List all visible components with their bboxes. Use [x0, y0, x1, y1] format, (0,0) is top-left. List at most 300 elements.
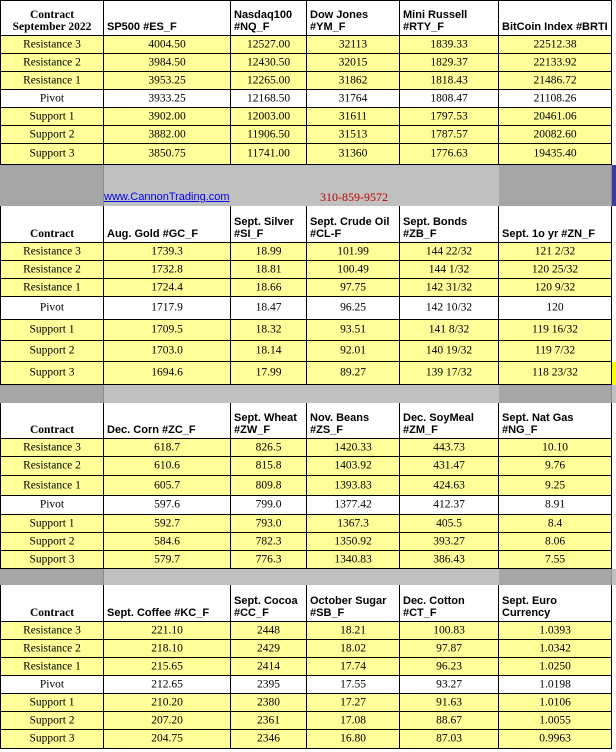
value-cell: [231, 279, 307, 297]
row-label-text: Pivot: [39, 498, 65, 511]
contract-header: [0, 0, 104, 36]
value-cell: [499, 279, 612, 297]
value-text: 204.75: [151, 732, 183, 745]
value-cell: [231, 362, 307, 385]
value-cell: [231, 496, 307, 515]
value-text: 31360: [338, 147, 368, 160]
value-text: 424.63: [433, 478, 465, 491]
column-header-line: Sept. Coffee #KC_F: [107, 607, 210, 619]
value-cell: [231, 90, 307, 108]
value-text: 1420.33: [334, 440, 372, 453]
value-text: 12430.50: [246, 55, 291, 68]
value-text: 1.0342: [539, 641, 571, 654]
value-text: 1717.9: [151, 301, 183, 314]
row-label: [0, 362, 104, 385]
value-text: 18.66: [255, 280, 282, 293]
value-cell: [400, 341, 499, 362]
row-label: [0, 658, 104, 676]
row-label: [0, 622, 104, 640]
column-header-line: #ZB_F: [403, 228, 437, 240]
contract-header: [0, 403, 104, 439]
column-header-line: Sept. 1o yr #ZN_F: [502, 228, 595, 240]
value-text: 31611: [338, 109, 368, 122]
value-text: 12168.50: [246, 91, 291, 104]
value-cell: [104, 533, 231, 551]
value-text: 776.3: [255, 552, 282, 565]
value-text: 1.0055: [539, 713, 571, 726]
value-text: 19435.40: [533, 147, 577, 160]
value-cell: [499, 90, 612, 108]
value-text: 120 25/32: [531, 262, 579, 275]
value-cell: [400, 72, 499, 90]
table-row-support-1: [0, 108, 616, 126]
value-text: 12003.00: [246, 109, 291, 122]
value-text: 17.99: [255, 366, 282, 379]
value-cell: [104, 243, 231, 261]
contract-header-line: Contract: [29, 228, 75, 240]
value-text: 2346: [257, 732, 280, 745]
value-cell: [104, 320, 231, 341]
value-text: 8.91: [544, 498, 566, 511]
value-text: 141 8/32: [428, 323, 470, 336]
row-label: [0, 54, 104, 72]
section-separator: [0, 385, 616, 403]
phone-number: 310-859-9572: [320, 190, 388, 204]
value-cell: [104, 622, 231, 640]
value-cell: [499, 496, 612, 515]
value-text: 405.5: [436, 516, 462, 529]
value-text: 3850.75: [148, 147, 186, 160]
column-header-line: Dec. Cotton: [403, 595, 465, 607]
value-text: 87.03: [436, 732, 462, 745]
value-cell: [307, 730, 400, 749]
value-cell: [499, 54, 612, 72]
value-cell: [307, 362, 400, 385]
value-text: 92.01: [340, 344, 366, 357]
value-cell: [104, 496, 231, 515]
column-header-line: Sept. Crude Oil: [310, 216, 390, 228]
value-text: 2448: [257, 623, 280, 636]
table-row-resistance-2: [0, 54, 616, 72]
value-cell: [231, 457, 307, 476]
column-header-line: Mini Russell: [403, 9, 468, 21]
separator-shade: [0, 569, 104, 585]
value-text: 89.27: [340, 366, 366, 379]
value-cell: [400, 694, 499, 712]
value-cell: [231, 712, 307, 730]
row-label-text: Support 2: [29, 534, 75, 547]
edge-marker: [612, 165, 616, 206]
row-label: [0, 261, 104, 279]
value-cell: [231, 261, 307, 279]
value-cell: [104, 476, 231, 496]
column-header-line: Sept. Cocoa: [234, 595, 298, 607]
value-cell: [400, 496, 499, 515]
value-cell: [499, 297, 612, 320]
table-4-header-row: [0, 585, 616, 622]
value-cell: [499, 622, 612, 640]
value-cell: [499, 694, 612, 712]
row-label-text: Resistance 1: [23, 478, 81, 491]
value-text: 443.73: [433, 440, 465, 453]
row-label: [0, 144, 104, 165]
value-text: 31513: [338, 127, 368, 140]
value-cell: [400, 320, 499, 341]
column-header: [231, 206, 307, 243]
value-text: 12265.00: [246, 73, 291, 86]
row-label-text: Pivot: [39, 91, 65, 104]
value-text: 100.49: [337, 262, 369, 275]
contract-header-line: Contract: [29, 9, 75, 21]
value-cell: [231, 126, 307, 144]
column-header: [104, 0, 231, 36]
table-row-resistance-3: [0, 243, 616, 261]
row-label: [0, 108, 104, 126]
value-cell: [400, 551, 499, 569]
value-cell: [307, 551, 400, 569]
table-row-resistance-2: [0, 457, 616, 476]
value-cell: [231, 730, 307, 749]
value-text: 18.14: [255, 344, 282, 357]
value-text: 584.6: [154, 534, 180, 547]
column-header-line: Sept. Nat Gas: [502, 412, 574, 424]
row-label-text: Resistance 3: [23, 440, 81, 453]
value-cell: [307, 108, 400, 126]
value-text: 412.37: [433, 498, 465, 511]
value-cell: [499, 341, 612, 362]
value-text: 121 2/32: [534, 244, 576, 257]
value-text: 1.0250: [539, 659, 571, 672]
row-label-text: Pivot: [39, 301, 65, 314]
value-text: 1.0106: [539, 695, 571, 708]
value-cell: [400, 108, 499, 126]
column-header-line: #NQ_F: [234, 21, 270, 33]
table-1-header-row: [0, 0, 616, 36]
table-row-pivot: [0, 297, 616, 320]
value-cell: [104, 90, 231, 108]
value-cell: [400, 362, 499, 385]
row-label: [0, 712, 104, 730]
row-label-text: Support 3: [29, 732, 75, 745]
table-row-resistance-1: [0, 72, 616, 90]
column-header: [307, 206, 400, 243]
value-cell: [231, 320, 307, 341]
column-header: [499, 403, 612, 439]
value-cell: [307, 261, 400, 279]
value-text: 1787.57: [430, 127, 468, 140]
value-cell: [231, 108, 307, 126]
value-cell: [231, 72, 307, 90]
row-label-text: Resistance 2: [23, 262, 81, 275]
value-text: 9.25: [544, 478, 566, 491]
row-label: [0, 533, 104, 551]
row-label-text: Support 1: [29, 695, 75, 708]
value-text: 1829.37: [430, 55, 468, 68]
contract-header-line: Contract: [29, 607, 75, 619]
value-cell: [104, 144, 231, 165]
table-row-resistance-1: [0, 279, 616, 297]
value-cell: [400, 243, 499, 261]
value-cell: [307, 279, 400, 297]
value-text: 212.65: [151, 677, 183, 690]
column-header: [400, 403, 499, 439]
value-text: 2414: [257, 659, 280, 672]
value-text: 118 23/32: [532, 366, 578, 379]
table-row-support-3: [0, 730, 616, 749]
value-cell: [104, 730, 231, 749]
row-label: [0, 676, 104, 694]
value-text: 31764: [338, 91, 368, 104]
value-text: 96.25: [340, 301, 366, 314]
value-text: 782.3: [255, 534, 282, 547]
value-cell: [499, 72, 612, 90]
value-cell: [400, 439, 499, 457]
value-text: 11741.00: [247, 147, 290, 160]
value-cell: [499, 640, 612, 658]
value-cell: [104, 54, 231, 72]
row-label-text: Support 1: [29, 323, 75, 336]
value-text: 32015: [338, 55, 368, 68]
value-text: 144 1/32: [428, 262, 470, 275]
table-row-support-3: [0, 144, 616, 165]
row-label-text: Resistance 3: [23, 37, 81, 50]
table-row-pivot: [0, 90, 616, 108]
value-text: 18.32: [255, 323, 282, 336]
value-text: 20461.06: [533, 109, 577, 122]
table-row-resistance-1: [0, 476, 616, 496]
value-text: 610.6: [154, 459, 180, 472]
value-text: 3984.50: [148, 55, 186, 68]
value-cell: [231, 551, 307, 569]
website-link[interactable]: www.CannonTrading.com: [104, 191, 230, 203]
value-text: 799.0: [255, 498, 282, 511]
separator-shade: [0, 165, 104, 206]
value-cell: [499, 712, 612, 730]
value-text: 1776.63: [430, 147, 468, 160]
value-text: 22133.92: [533, 55, 577, 68]
value-cell: [104, 439, 231, 457]
value-cell: [104, 551, 231, 569]
value-text: 8.4: [547, 516, 563, 529]
value-text: 1797.53: [430, 109, 468, 122]
row-label: [0, 126, 104, 144]
value-text: 17.08: [340, 713, 366, 726]
column-header-line: Dec. Corn #ZC_F: [107, 424, 196, 436]
table-row-support-3: [0, 362, 616, 385]
value-cell: [231, 640, 307, 658]
value-cell: [499, 476, 612, 496]
value-cell: [307, 694, 400, 712]
value-text: 91.63: [436, 695, 462, 708]
value-text: 393.27: [433, 534, 465, 547]
value-cell: [104, 694, 231, 712]
value-text: 100.83: [433, 623, 465, 636]
value-text: 1739.3: [151, 244, 183, 257]
value-cell: [104, 362, 231, 385]
value-text: 1724.4: [151, 280, 183, 293]
value-text: 218.10: [151, 641, 183, 654]
value-cell: [400, 712, 499, 730]
row-label: [0, 297, 104, 320]
value-text: 2395: [257, 677, 280, 690]
value-cell: [307, 622, 400, 640]
value-cell: [499, 144, 612, 165]
table-row-support-2: [0, 712, 616, 730]
value-cell: [499, 730, 612, 749]
value-cell: [104, 108, 231, 126]
value-cell: [400, 126, 499, 144]
value-text: 17.55: [340, 677, 366, 690]
column-header-line: Aug. Gold #GC_F: [107, 228, 199, 240]
column-header: [307, 585, 400, 622]
row-label-text: Support 2: [29, 344, 75, 357]
value-text: 93.27: [436, 677, 462, 690]
value-cell: [231, 676, 307, 694]
separator-shade: [499, 165, 612, 206]
row-label-text: Resistance 2: [23, 55, 81, 68]
row-label-text: Resistance 3: [23, 244, 81, 257]
value-text: 17.27: [340, 695, 366, 708]
value-cell: [307, 476, 400, 496]
value-cell: [400, 515, 499, 533]
row-label-text: Support 3: [29, 366, 75, 379]
row-label-text: Resistance 1: [23, 659, 81, 672]
column-header-line: Currency: [502, 607, 551, 619]
row-label-text: Support 1: [29, 516, 75, 529]
value-cell: [307, 533, 400, 551]
row-label-text: Support 3: [29, 552, 75, 565]
column-header: [499, 206, 612, 243]
value-cell: [400, 533, 499, 551]
value-text: 4004.50: [148, 37, 186, 50]
edge-marker: [612, 362, 616, 385]
contact-banner: [0, 165, 616, 206]
column-header-line: #ZS_F: [310, 424, 344, 436]
value-text: 0.9963: [539, 732, 571, 745]
value-cell: [499, 457, 612, 476]
value-text: 18.47: [255, 301, 282, 314]
value-cell: [104, 72, 231, 90]
value-text: 97.75: [340, 280, 366, 293]
column-header-line: #ZW_F: [234, 424, 271, 436]
row-label: [0, 640, 104, 658]
column-header-line: #CL-F: [310, 228, 342, 240]
row-label: [0, 439, 104, 457]
row-label-text: Resistance 3: [23, 623, 81, 636]
value-text: 119 16/32: [532, 323, 578, 336]
column-header: [307, 403, 400, 439]
value-text: 101.99: [337, 244, 369, 257]
column-header: [499, 585, 612, 622]
value-text: 96.23: [436, 659, 462, 672]
column-header: [231, 585, 307, 622]
column-header-line: #YM_F: [310, 21, 346, 33]
value-cell: [499, 533, 612, 551]
value-cell: [499, 515, 612, 533]
value-text: 1.0393: [539, 623, 571, 636]
value-cell: [307, 36, 400, 54]
value-cell: [499, 126, 612, 144]
column-header: [231, 403, 307, 439]
value-cell: [499, 36, 612, 54]
value-text: 597.6: [154, 498, 180, 511]
value-text: 18.02: [340, 641, 366, 654]
value-cell: [307, 320, 400, 341]
value-cell: [104, 279, 231, 297]
row-label-text: Resistance 1: [23, 73, 81, 86]
row-label: [0, 279, 104, 297]
value-text: 1350.92: [334, 534, 372, 547]
value-cell: [307, 515, 400, 533]
value-text: 8.06: [544, 534, 566, 547]
value-text: 2380: [257, 695, 280, 708]
value-text: 7.55: [544, 552, 566, 565]
value-cell: [400, 297, 499, 320]
value-cell: [400, 457, 499, 476]
row-label: [0, 341, 104, 362]
value-cell: [499, 362, 612, 385]
value-text: 3902.00: [148, 109, 186, 122]
value-cell: [231, 533, 307, 551]
value-text: 592.7: [154, 516, 180, 529]
value-text: 815.8: [255, 459, 282, 472]
separator-shade: [499, 385, 612, 403]
column-header-line: #CC_F: [234, 607, 269, 619]
value-cell: [307, 341, 400, 362]
value-cell: [231, 476, 307, 496]
value-text: 93.51: [340, 323, 366, 336]
row-label-text: Support 1: [29, 109, 75, 122]
value-cell: [499, 243, 612, 261]
column-header-line: #RTY_F: [403, 21, 444, 33]
row-label-text: Resistance 2: [23, 459, 81, 472]
value-cell: [400, 730, 499, 749]
value-text: 1709.5: [151, 323, 183, 336]
value-cell: [400, 90, 499, 108]
value-text: 11906.50: [247, 127, 290, 140]
row-label: [0, 72, 104, 90]
value-cell: [307, 126, 400, 144]
value-text: 20082.60: [533, 127, 577, 140]
column-header-line: Sept. Bonds: [403, 216, 468, 228]
value-cell: [400, 676, 499, 694]
value-text: 142 31/32: [425, 280, 473, 293]
row-label: [0, 243, 104, 261]
value-text: 1367.3: [337, 516, 369, 529]
table-row-support-3: [0, 551, 616, 569]
column-header: [400, 206, 499, 243]
row-label-text: Support 2: [29, 127, 75, 140]
section-separator: [0, 569, 616, 585]
column-header: [104, 585, 231, 622]
value-text: 119 7/32: [534, 344, 576, 357]
value-text: 1377.42: [334, 498, 372, 511]
row-label: [0, 694, 104, 712]
value-cell: [104, 36, 231, 54]
value-text: 221.10: [151, 623, 183, 636]
value-cell: [231, 694, 307, 712]
value-text: 386.43: [433, 552, 465, 565]
value-text: 605.7: [154, 478, 180, 491]
table-row-support-2: [0, 341, 616, 362]
table-row-support-1: [0, 694, 616, 712]
column-header-line: #SI_F: [234, 228, 264, 240]
value-cell: [231, 243, 307, 261]
value-text: 12527.00: [246, 37, 291, 50]
value-text: 16.80: [340, 732, 366, 745]
value-text: 32113: [338, 37, 368, 50]
value-cell: [307, 439, 400, 457]
